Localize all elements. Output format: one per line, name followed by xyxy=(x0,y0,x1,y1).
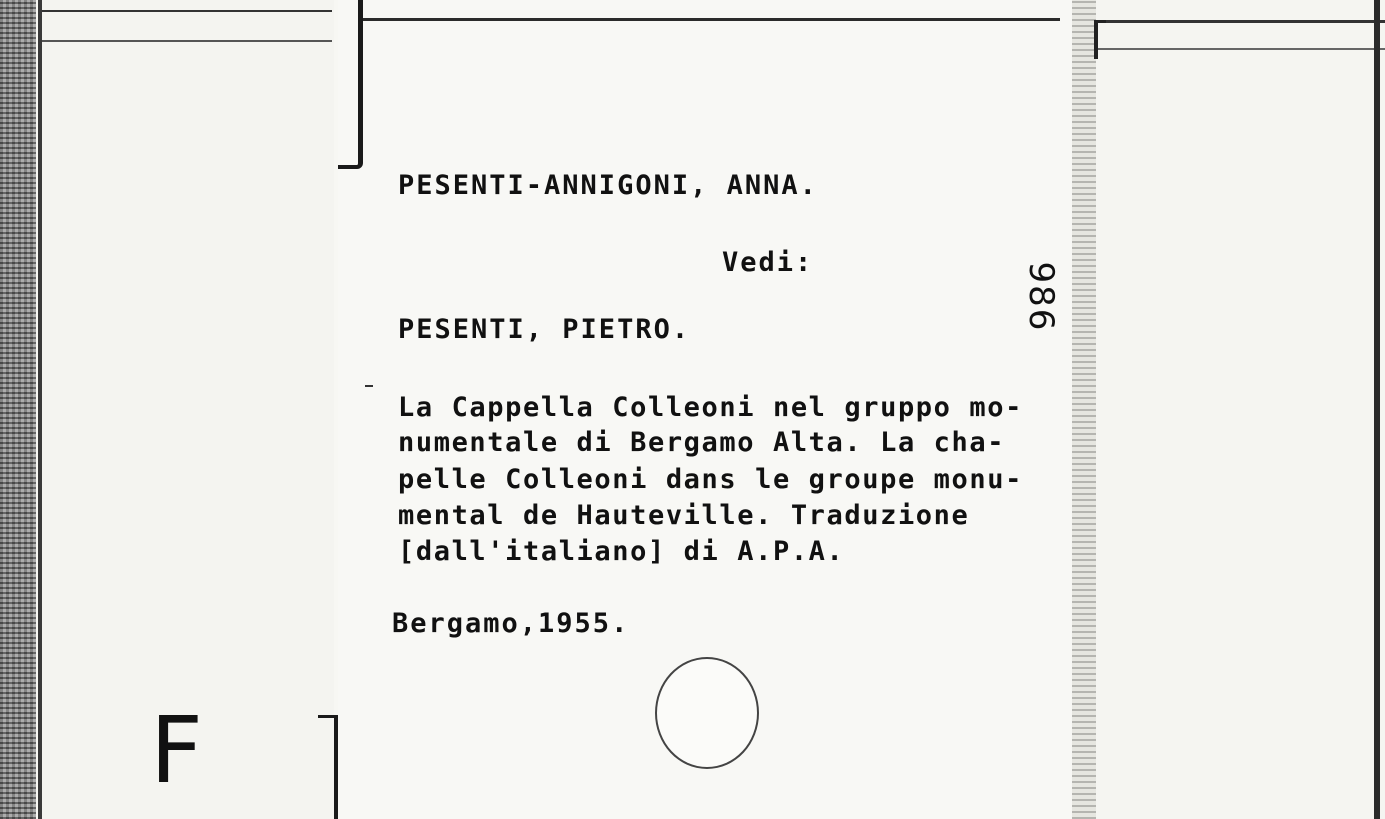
see-reference: Vedi: xyxy=(722,247,814,278)
call-number: 986 xyxy=(1021,261,1061,333)
left-edge-strip xyxy=(0,0,36,819)
description-line: mental de Hauteville. Traduzione xyxy=(398,500,970,531)
left-card-top-rule xyxy=(42,10,332,12)
right-card xyxy=(1096,0,1385,819)
right-edge-rule xyxy=(1374,0,1380,819)
card-heading: PESENTI-ANNIGONI, ANNA. xyxy=(398,170,818,201)
right-card-tab xyxy=(1094,20,1106,59)
catalog-card-top-rule xyxy=(360,18,1060,21)
right-card-top-rule xyxy=(1096,20,1385,23)
author-entry: PESENTI, PIETRO. xyxy=(398,314,691,345)
description-line: pelle Colleoni dans le groupe monu- xyxy=(398,464,1023,495)
punch-hole xyxy=(655,657,759,769)
description-line: La Cappella Colleoni nel gruppo mo- xyxy=(398,392,1023,423)
catalog-card-tab-bracket xyxy=(338,0,363,169)
left-card-second-rule xyxy=(42,40,332,42)
catalog-card-right-edge xyxy=(1072,0,1096,819)
imprint: Bergamo,1955. xyxy=(392,608,630,639)
description-line: numentale di Bergamo Alta. La cha- xyxy=(398,427,1006,458)
left-card-letter: F xyxy=(150,697,203,804)
right-card-second-rule xyxy=(1096,48,1385,50)
margin-dash-mark xyxy=(365,385,373,387)
description-line: [dall'italiano] di A.P.A. xyxy=(398,536,845,567)
